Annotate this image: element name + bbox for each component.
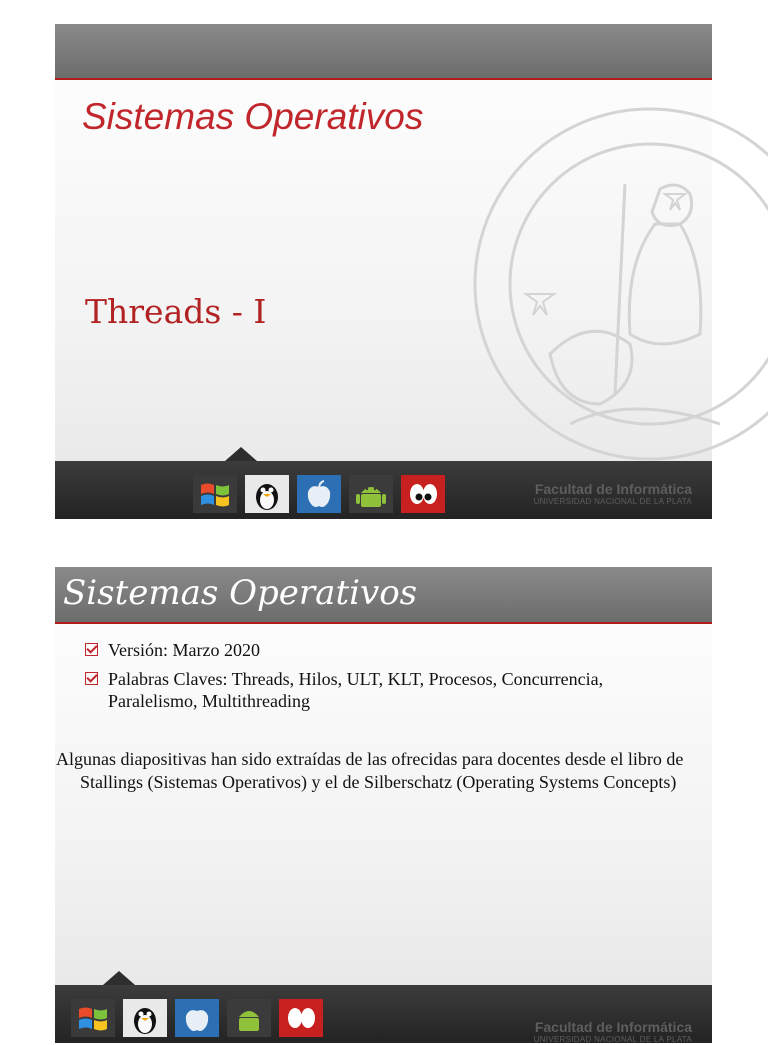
university-name: UNIVERSIDAD NACIONAL DE LA PLATA — [533, 497, 692, 506]
faculty-logo — [534, 481, 692, 507]
slide-subtitle: Threads - I — [85, 292, 267, 331]
minix-icon — [401, 475, 445, 513]
university-seal-watermark-icon — [450, 94, 750, 474]
slide-header-bar — [55, 24, 712, 80]
info-slide — [55, 567, 712, 1044]
faculty-logo — [534, 1019, 692, 1045]
os-icon-row — [193, 475, 445, 513]
credits-paragraph: Algunas diapositivas han sido extraídas de las ofrecidas para docentes desde el libro de Stallings (Sistemas Operativos) y el de Silberschatz (Operating Systems Concepts) — [56, 749, 684, 792]
slide-title: Sistemas Operativos — [82, 96, 424, 137]
slide-header-bar — [55, 567, 712, 624]
checkbox-icon — [85, 672, 98, 685]
linux-tux-icon — [245, 475, 289, 513]
checkbox-icon — [85, 643, 98, 656]
title-slide — [55, 24, 712, 519]
slide-title: Sistemas Operativos — [63, 573, 418, 613]
apple-icon — [297, 475, 341, 513]
footer-notch — [225, 447, 257, 461]
bullet-item — [85, 639, 695, 661]
windows-icon — [71, 999, 115, 1037]
bullet-item — [85, 668, 695, 712]
faculty-name: Facultad de Informática — [534, 481, 692, 497]
os-icon-row — [71, 999, 323, 1037]
android-icon — [227, 999, 271, 1037]
linux-tux-icon — [123, 999, 167, 1037]
bullet-text: Versión: Marzo 2020 — [108, 640, 260, 660]
windows-icon — [193, 475, 237, 513]
apple-icon — [175, 999, 219, 1037]
android-icon — [349, 475, 393, 513]
university-name: UNIVERSIDAD NACIONAL DE LA PLATA — [533, 1035, 692, 1044]
slide-content — [56, 639, 695, 794]
slide-footer — [55, 985, 712, 1043]
minix-icon — [279, 999, 323, 1037]
bullet-text: Palabras Claves: Threads, Hilos, ULT, KLT, Procesos, Concurrencia, Paralelismo, Multithreading — [108, 669, 604, 711]
slide-footer — [55, 461, 712, 519]
faculty-name: Facultad de Informática — [534, 1019, 692, 1035]
footer-notch — [103, 971, 135, 985]
